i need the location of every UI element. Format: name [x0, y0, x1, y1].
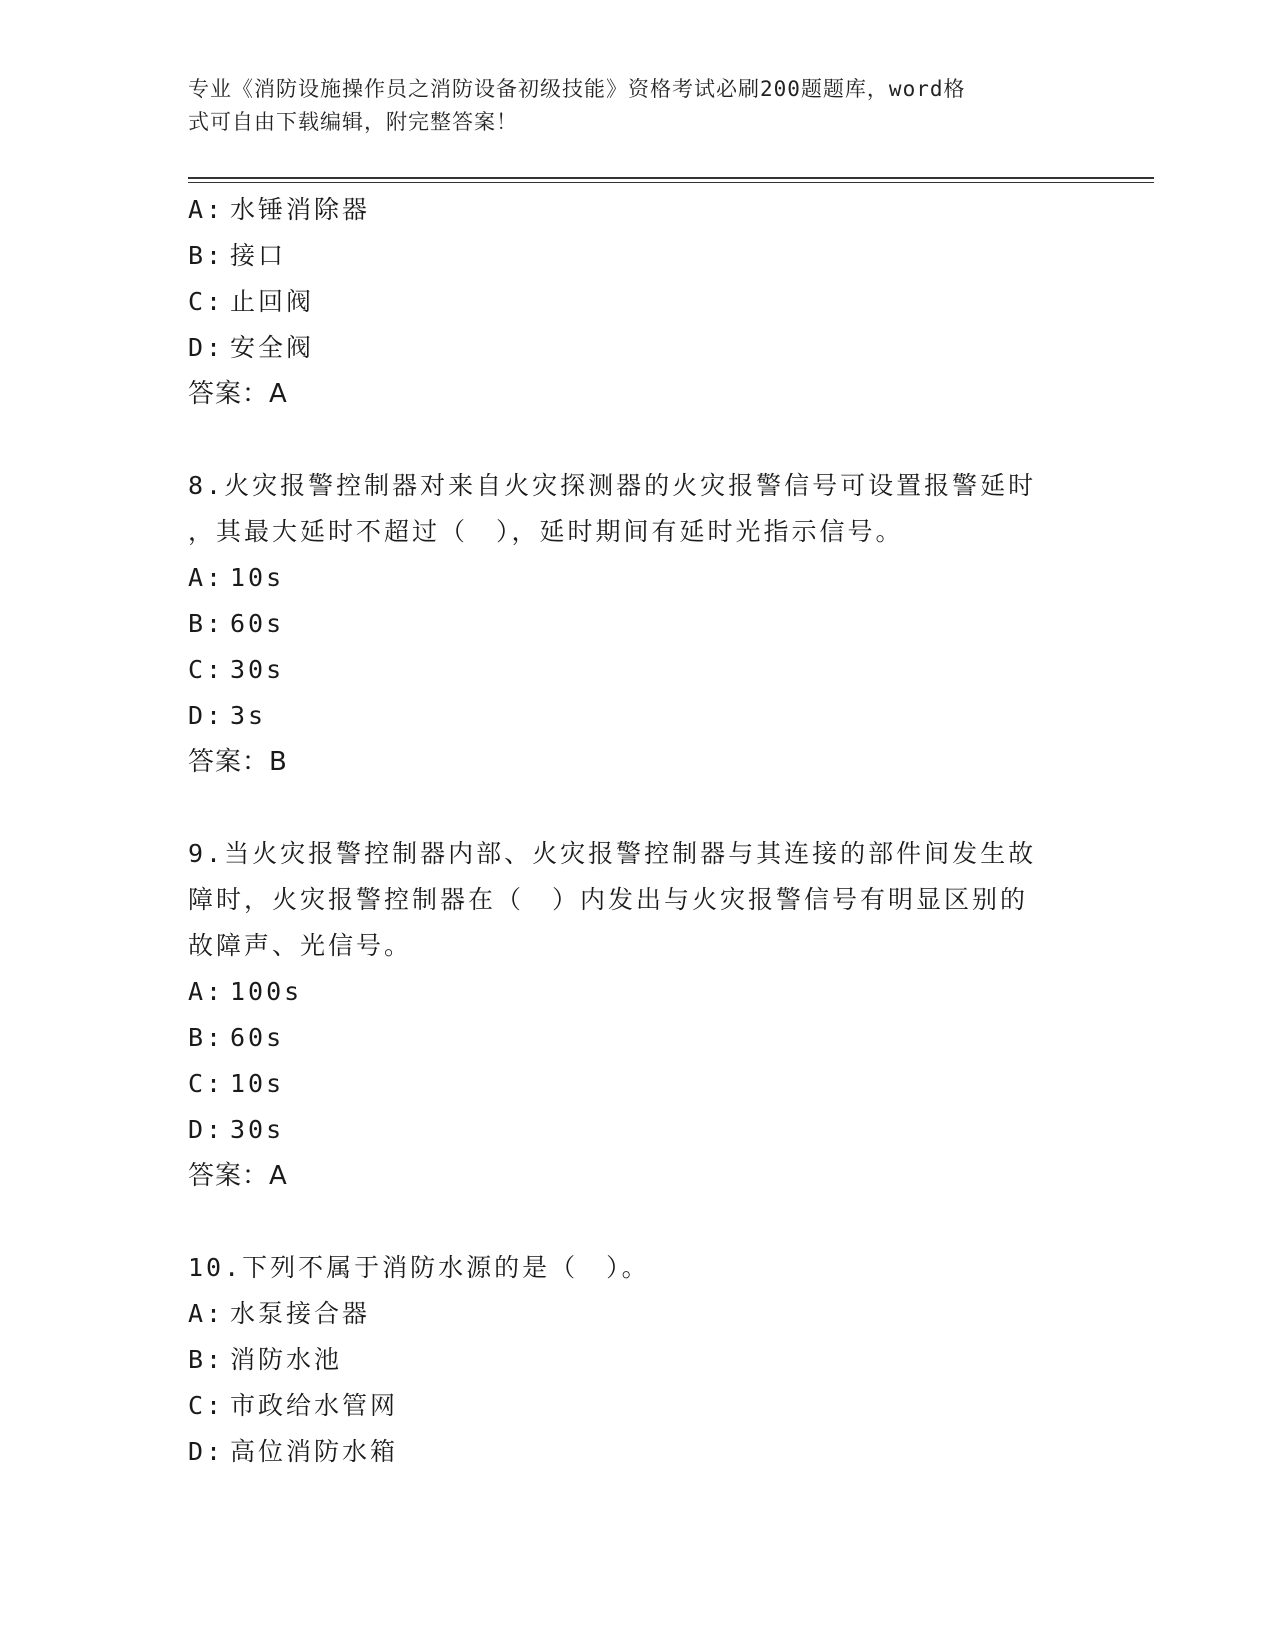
question-9	[188, 831, 1088, 1199]
option-b: B: 接口	[188, 241, 287, 270]
answer-label: 答案：B	[188, 747, 288, 777]
header-line-1: 专业《消防设施操作员之消防设备初级技能》资格考试必刷200题题库，word格	[188, 77, 966, 101]
option-a: A: 水泵接合器	[188, 1299, 371, 1328]
question-10	[188, 1245, 1088, 1475]
option-c: C: 市政给水管网	[188, 1391, 399, 1420]
option-b: B: 60s	[188, 1023, 285, 1052]
question-prev	[188, 187, 1088, 417]
option-b: B: 60s	[188, 609, 285, 638]
option-a: A: 水锤消除器	[188, 195, 371, 224]
answer-label: 答案：A	[188, 379, 288, 409]
header-divider-thin	[188, 182, 1154, 183]
option-d: D: 30s	[188, 1115, 285, 1144]
question-text-line: 8.火灾报警控制器对来自火灾探测器的火灾报警信号可设置报警延时	[188, 471, 1037, 500]
spacer	[188, 1199, 1088, 1245]
option-d: D: 3s	[188, 701, 267, 730]
question-text-line: 故障声、光信号。	[188, 931, 413, 960]
option-c: C: 10s	[188, 1069, 285, 1098]
question-list	[188, 187, 1088, 1475]
question-8	[188, 463, 1088, 785]
question-text-line: ，其最大延时不超过（ ），延时期间有延时光指示信号。	[188, 517, 904, 546]
option-d: D: 高位消防水箱	[188, 1437, 399, 1466]
option-d: D: 安全阀	[188, 333, 315, 362]
header-divider-thick	[188, 177, 1154, 179]
option-a: A: 100s	[188, 977, 303, 1006]
question-text-line: 9.当火灾报警控制器内部、火灾报警控制器与其连接的部件间发生故	[188, 839, 1037, 868]
question-text-line: 障时，火灾报警控制器在（ ）内发出与火灾报警信号有明显区别的	[188, 885, 1029, 914]
option-c: C: 30s	[188, 655, 285, 684]
header-line-2: 式可自由下载编辑，附完整答案！	[188, 110, 518, 134]
document-header	[188, 73, 1068, 139]
option-c: C: 止回阀	[188, 287, 315, 316]
question-text-line: 10.下列不属于消防水源的是（ ）。	[188, 1253, 650, 1282]
spacer	[188, 785, 1088, 831]
option-b: B: 消防水池	[188, 1345, 343, 1374]
option-a: A: 10s	[188, 563, 285, 592]
answer-label: 答案：A	[188, 1161, 288, 1191]
spacer	[188, 417, 1088, 463]
